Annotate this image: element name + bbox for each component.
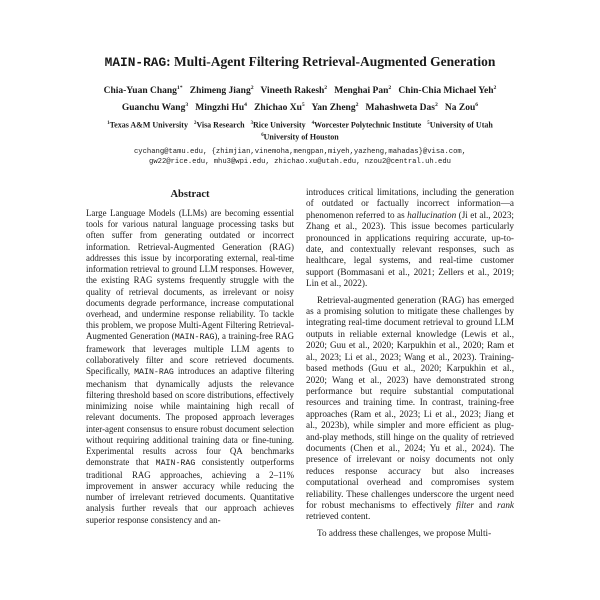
affiliations-line-1: $^1$Texas A&M University $^2$Visa Research $^3$Rice University $^4$Worcester Polytechnic Institute $^5$University of Utah — [107, 120, 493, 130]
abstract-heading: Abstract — [170, 189, 210, 201]
email-line-1: cychang@tamu.edu, {zhimjian,vinemoha,mengpan,miyeh,yazheng,mahadas}@visa.com, — [133, 148, 467, 157]
intro-paragraph-1: introduces critical limitations, including the generation of outdated or factually incorrect information—a phenomenon referred to as hallucination (Ji et al., 2023; Zhang et al., 2023). This issue becomes particularly pronounced in applications requiring accurate, up-to-date, and contextually relevant responses, such as healthcare, legal systems, and real-time customer support (Bommasani et al., 2021; Zellers et al., 2019; Lin et al., 2022). — [306, 187, 514, 289]
right-column — [306, 187, 514, 539]
abstract-text: Large Language Models (LLMs) are becoming essential tools for various natural language processing tasks but often suffer from generating outdated or incorrect information. Retrieval-Augmented Generation (RAG) addresses this issue by incorporating external, real-time information retrieval to ground LLM responses. However, the existing RAG systems frequently struggle with the quality of retrieval documents, as irrelevant or noisy documents degrade performance, increase computational overhead, and undermine response reliability. To tackle this problem, we propose Multi-Agent Filtering Retrieval-Augmented Generation (MAIN-RAG), a training-free RAG framework that leverages multiple LLM agents to collaboratively filter and score retrieved documents. Specifically, MAIN-RAG introduces an adaptive filtering mechanism that dynamically adjusts the relevance filtering threshold based on score distributions, effectively minimizing noise while maintaining high recall of relevant documents. The proposed approach leverages inter-agent consensus to ensure robust document selection without requiring additional training data or fine-tuning. Experimental results across four QA benchmarks demonstrate that MAIN-RAG consistently outperforms traditional RAG approaches, achieving a 2–11% improvement in answer accuracy while reducing the number of irrelevant retrieved documents. Quantitative analysis further reveals that our approach achieves superior response consistency and an- — [86, 208, 295, 525]
author-line-1: Chia-Yuan Chang$^{1*}$ Zhimeng Jiang$^2$ Vineeth Rakesh$^2$ Menghai Pan$^2$ Chin-Chia Michael Yeh$^2$ — [103, 85, 497, 97]
email-line-2: gw22@rice.edu, mhu3@wpi.edu, zhichao.xu@utah.edu, nzou2@central.uh.edu — [149, 157, 451, 166]
author-line-2: Guanchu Wang$^3$ Mingzhi Hu$^4$ Zhichao Xu$^5$ Yan Zheng$^2$ Mahashweta Das$^2$ Na Zou$^6$ — [121, 101, 479, 113]
intro-paragraph-2: Retrieval-augmented generation (RAG) has emerged as a promising solution to mitigate these challenges by integrating real-time document retrieval to ground LLM outputs in reliable external knowledge (Lewis et al., 2020; Guu et al., 2020; Karpukhin et al., 2020; Ram et al., 2023; Li et al., 2023; Wang et al., 2023). Training-based methods (Guu et al., 2020; Karpukhin et al., 2020; Wang et al., 2023) have demonstrated strong performance but require substantial computational resources and training time. In contrast, training-free approaches (Ram et al., 2023; Li et al., 2023; Jiang et al., 2023b), while simpler and more efficient as plug-and-play methods, still hinge on the quality of retrieved documents (Chen et al., 2024; Yu et al., 2024). The presence of irrelevant or noisy documents not only reduces response accuracy but also increases computational overhead and compromises system reliability. These challenges underscore the urgent need for robust mechanisms to effectively filter and rank retrieved content. — [306, 294, 514, 522]
paper-title: MAIN-RAG: Multi-Agent Filtering Retrieval-Augmented Generation — [104, 54, 496, 70]
left-column — [86, 187, 294, 539]
two-column-body — [86, 187, 514, 539]
intro-paragraph-3: To address these challenges, we propose Multi- — [317, 527, 492, 538]
affiliations-line-2: $^6$University of Houston — [261, 132, 339, 142]
